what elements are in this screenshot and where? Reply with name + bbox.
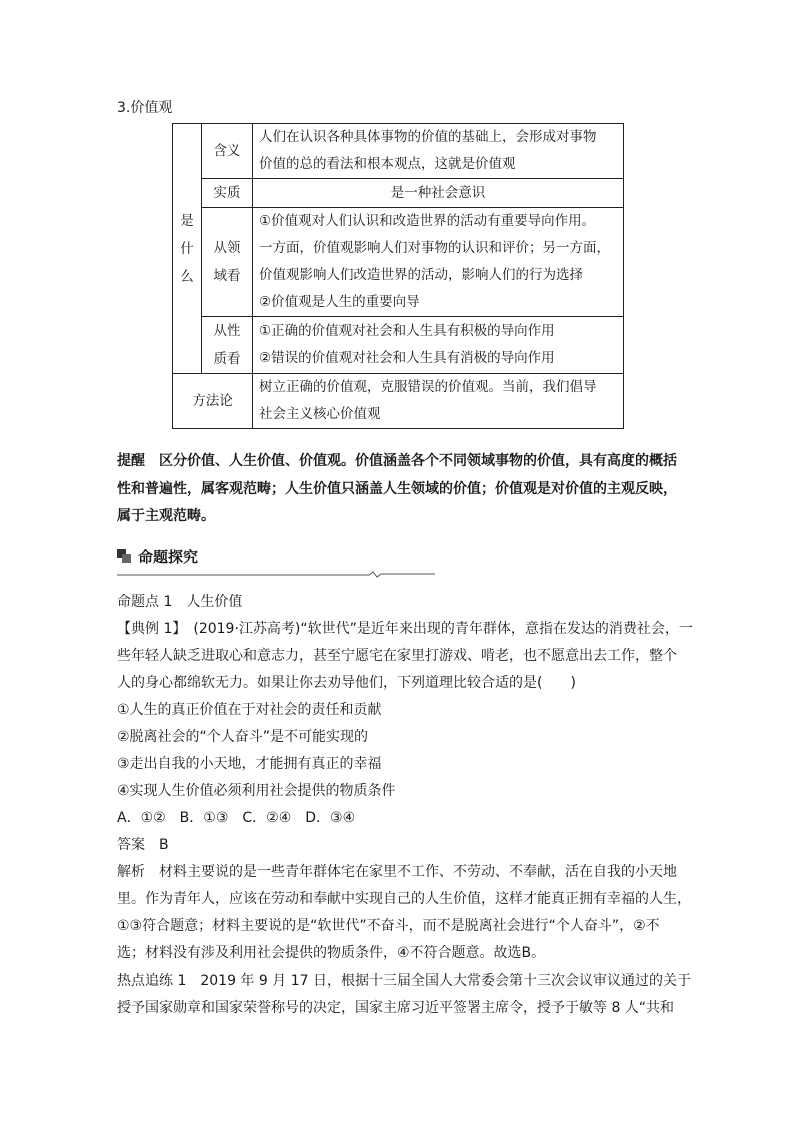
row-content [253, 124, 624, 179]
row-label-line: 域看 [213, 268, 241, 284]
analysis-line: 选；材料没有涉及利用社会提供的物质条件，④不符合题意。故选B。 [117, 945, 546, 961]
option-item: ①人生的真正价值在于对社会的责任和贡献 [117, 702, 382, 718]
example-line: 人的身心都绵软无力。如果让你去劝导他们，下列道理比较合适的是( ) [117, 675, 576, 691]
section-square-icon [117, 549, 131, 563]
hot-point-line: 授予国家勋章和国家荣誉称号的决定，国家主席习近平签署主席令，授予于敏等 8 人“共和 [117, 1000, 675, 1016]
group-label-char: 是 [180, 212, 194, 229]
row-content [253, 317, 624, 374]
method-label: 方法论 [173, 374, 253, 429]
answer-choices: A．①② B．①③ C．②④ D．③④ [117, 810, 356, 826]
answer-line: 答案 B [117, 837, 169, 853]
row-line: ①正确的价值观对社会和人生具有积极的导向作用 [259, 323, 555, 339]
option-item: ③走出自我的小天地，才能拥有真正的幸福 [117, 756, 382, 772]
group-label-cell [173, 124, 202, 374]
analysis-line: 解析 材料主要说的是一些青年群体宅在家里不工作、不劳动、不奉献，活在自我的小天地 [117, 864, 677, 880]
option-item: ②脱离社会的“个人奋斗”是不可能实现的 [117, 729, 369, 745]
row-label-line: 从性 [213, 323, 241, 339]
section-heading: 3.价值观 [117, 100, 173, 116]
row-line: 一方面，价值观影响人们对事物的认识和评价；另一方面， [259, 240, 610, 256]
row-line: 人们在认识各种具体事物的价值的基础上，会形成对事物 [259, 129, 597, 145]
row-label: 实质 [202, 179, 253, 208]
tip-line: 属于主观范畴。 [117, 508, 215, 524]
point-title: 命题点 1 人生价值 [117, 594, 243, 610]
row-label [202, 208, 253, 317]
row-line: 价值观影响人们改造世界的活动，影响人们的行为选择 [259, 267, 583, 283]
tip-line: 性和普遍性，属客观范畴；人生价值只涵盖人生领域的价值；价值观是对价值的主观反映， [117, 481, 677, 497]
row-line: 社会主义核心价值观 [259, 406, 381, 422]
row-line: 是一种社会意识 [390, 184, 486, 201]
row-content [253, 208, 624, 317]
row-line: ②价值观是人生的重要向导 [259, 294, 420, 310]
group-label-char: 什 [180, 240, 194, 257]
row-content [253, 179, 624, 208]
section-divider [117, 570, 435, 578]
method-content [253, 374, 624, 429]
analysis-line: 里。作为青年人，应该在劳动和奉献中实现自己的人生价值，这样才能真正拥有幸福的人生， [117, 891, 691, 907]
example-line: 些年轻人缺乏进取心和意志力，甚至宁愿宅在家里打游戏、啃老，也不愿意出去工作，整个 [117, 648, 677, 664]
option-item: ④实现人生价值必须利用社会提供的物质条件 [117, 783, 396, 799]
row-line: ②错误的价值观对社会和人生具有消极的导向作用 [259, 350, 555, 366]
analysis-line: ①③符合题意；材料主要说的是“软世代”不奋斗，而不是脱离社会进行“个人奋斗”，②不 [117, 918, 660, 934]
row-line: 树立正确的价值观，克服错误的价值观。当前，我们倡导 [259, 379, 597, 395]
row-label [202, 317, 253, 374]
tip-line: 提醒 区分价值、人生价值、价值观。价值涵盖各个不同领域事物的价值，具有高度的概括 [117, 453, 677, 469]
row-label-line: 质看 [213, 351, 241, 367]
example-line: 【典例 1】 (2019·江苏高考)“软世代”是近年来出现的青年群体，意指在发达的消费社会，一 [117, 621, 693, 637]
row-label-line: 从领 [213, 240, 241, 256]
row-label: 含义 [202, 124, 253, 179]
value-concept-table [172, 123, 624, 429]
section-title: 命题探究 [138, 548, 199, 566]
row-line: 价值的总的看法和根本观点，这就是价值观 [259, 156, 516, 172]
hot-point-line: 热点追练 1 2019 年 9 月 17 日，根据十三届全国人大常委会第十三次会议审议通过的关于 [117, 973, 691, 989]
row-line: ①价值观对人们认识和改造世界的活动有重要导向作用。 [259, 213, 596, 229]
group-label-char: 么 [180, 268, 194, 285]
